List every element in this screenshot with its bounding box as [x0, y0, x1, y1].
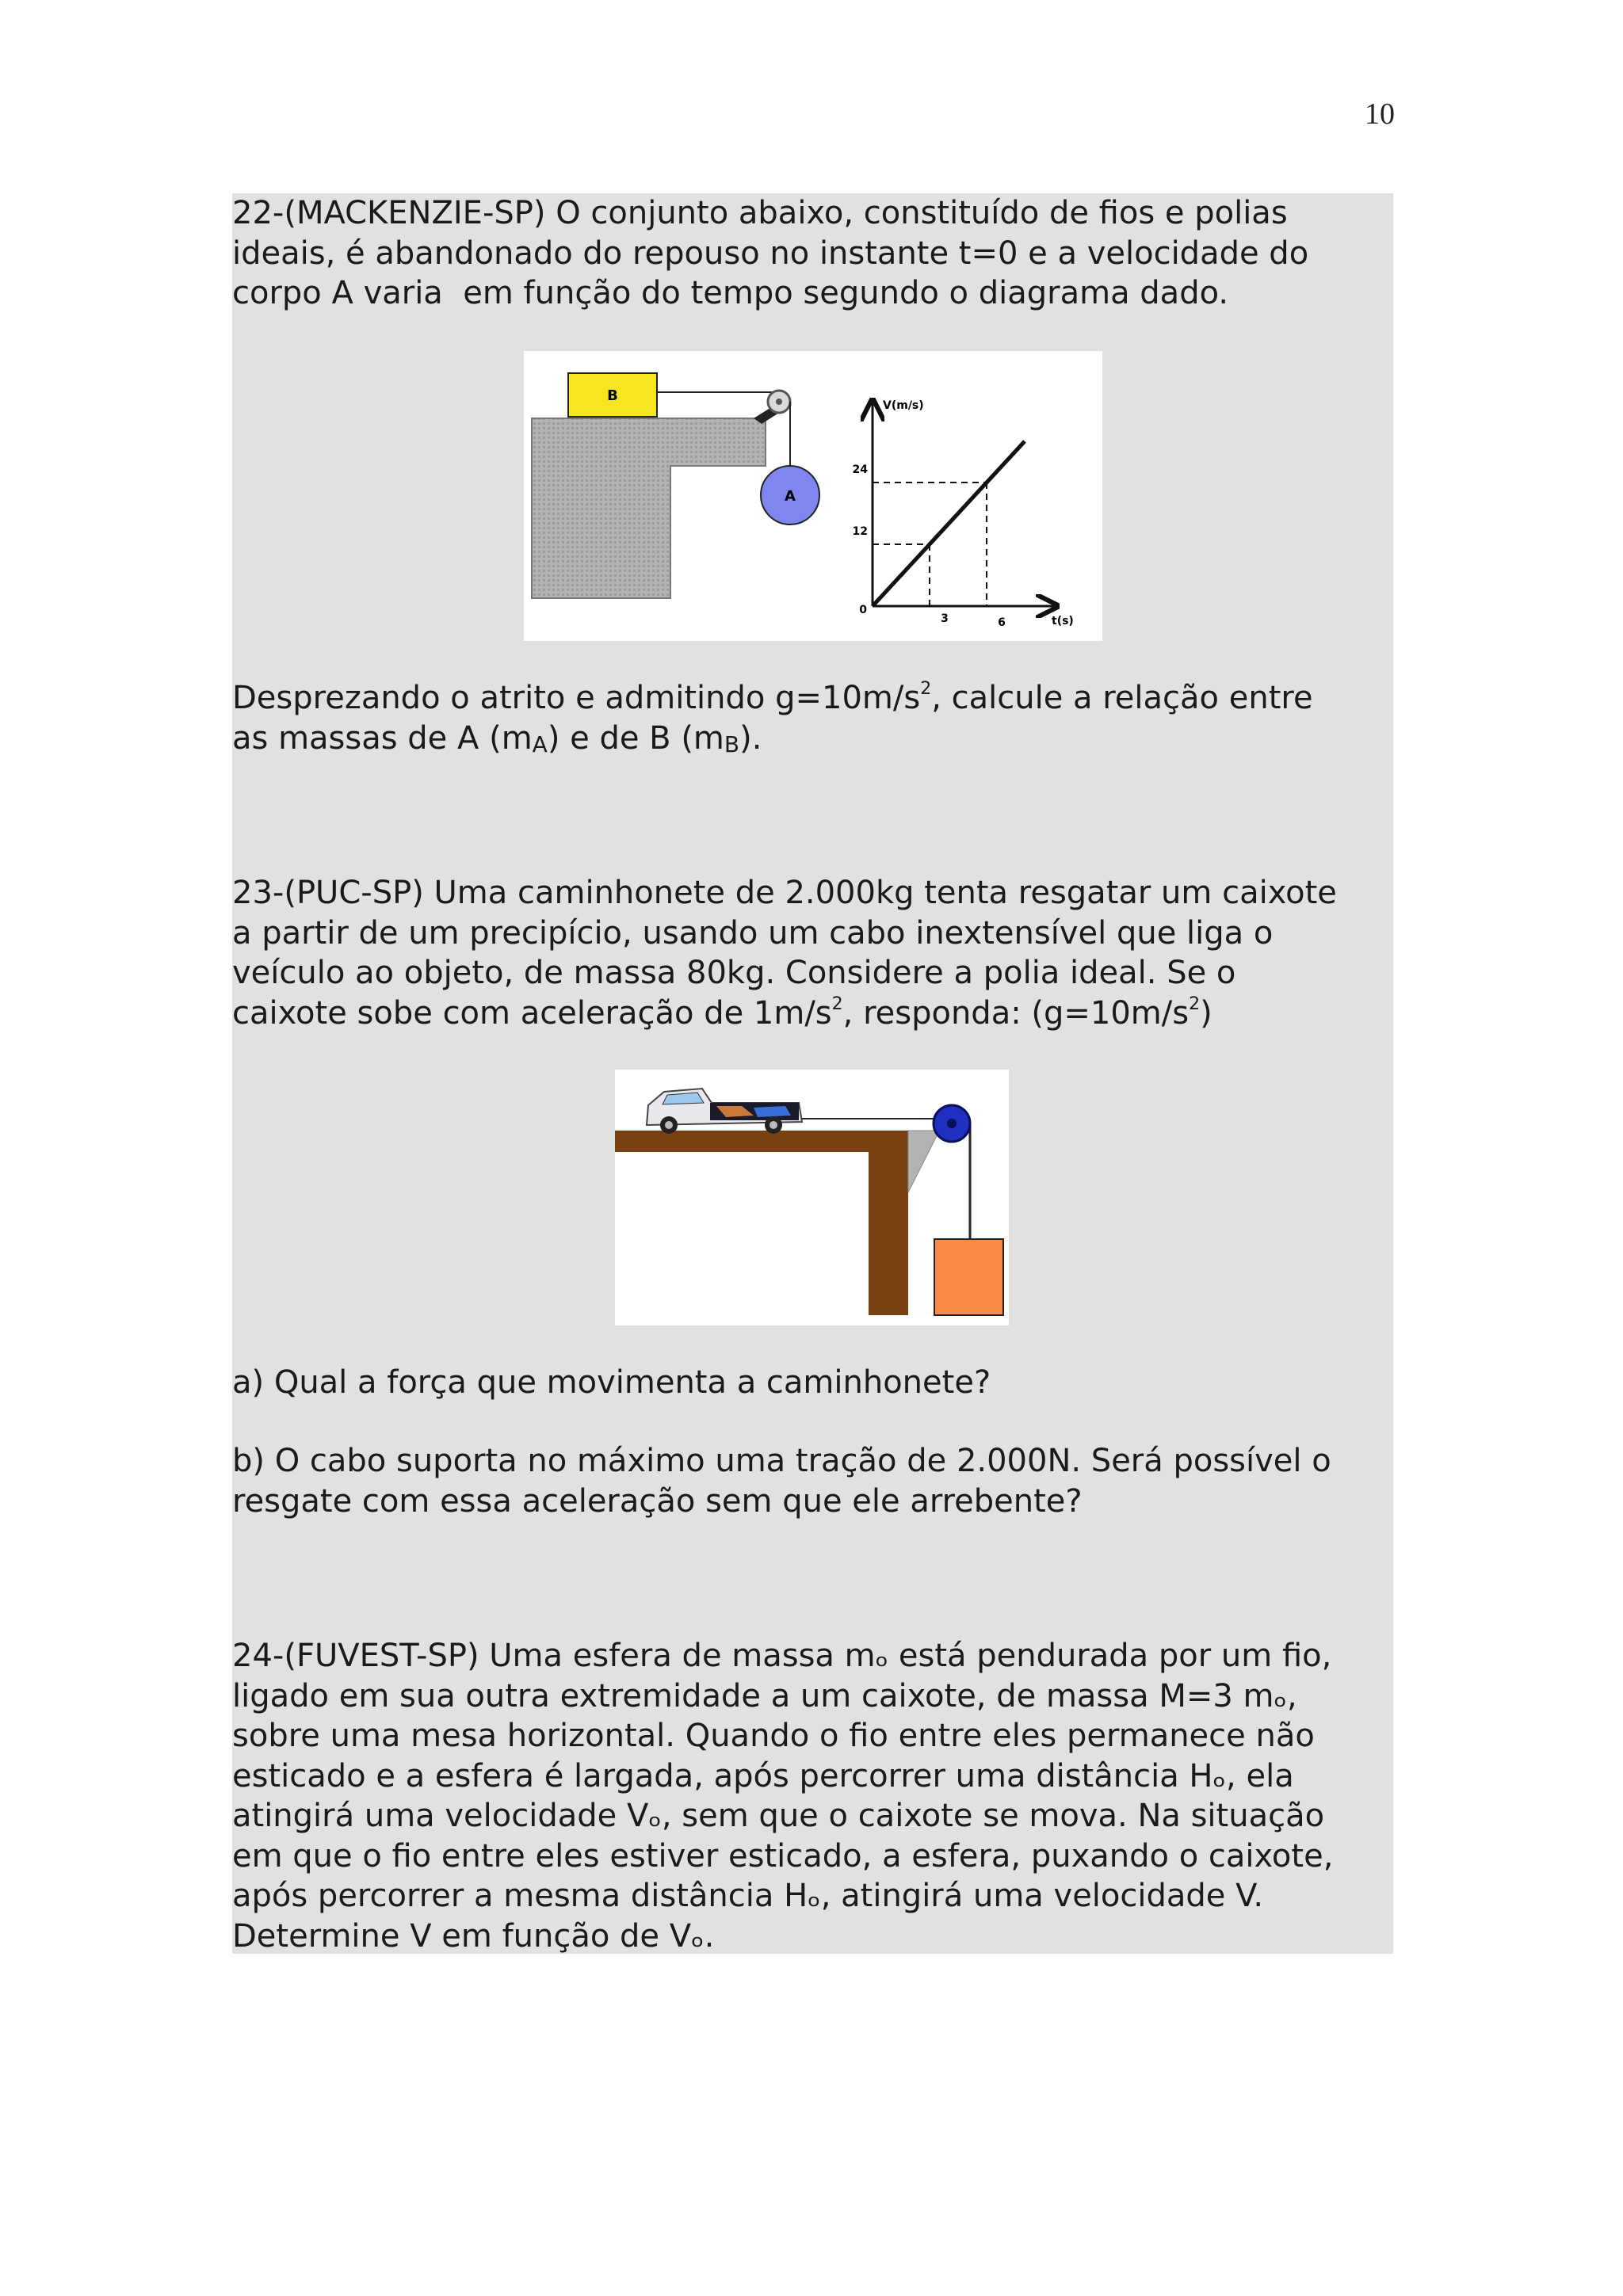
- y-axis-label: V(m/s): [883, 399, 924, 412]
- x-tick-3: 3: [941, 612, 949, 625]
- question-23-item-b: b) O cabo suporta no máximo uma tração de 2.000N. Será possível o resgate com essa aceleração sem que ele arrebente?: [232, 1443, 1331, 1520]
- page-number: 10: [1365, 97, 1395, 131]
- x-axis-label: t(s): [1052, 615, 1074, 627]
- velocity-line: [873, 441, 1025, 606]
- x-tick-6: 6: [998, 616, 1006, 629]
- superscript: 2: [1189, 994, 1201, 1014]
- sphere-a-label: A: [785, 488, 796, 505]
- superscript: 2: [831, 994, 843, 1014]
- q23-line-3: veículo ao objeto, de massa 80kg. Considere a polia ideal. Se o: [232, 955, 1236, 991]
- followup-text-4: ) e de B (m: [547, 719, 724, 757]
- cliff-post: [869, 1131, 908, 1315]
- velocity-time-graph: [853, 399, 1074, 629]
- pickup-truck-icon: [647, 1089, 802, 1134]
- block-b-label: B: [607, 387, 618, 404]
- followup-text-2: , calcule a relação entre: [931, 680, 1313, 716]
- cliff-top-beam: [615, 1131, 908, 1152]
- question-24-text: 24-(FUVEST-SP) Uma esfera de massa mₒ está pendurada por um fio, ligado em sua outra extremidade a um caixote, de massa M=3 mₒ, sobre uma mesa horizontal. Quando o fio entre eles permanece não esticado e a esfera é largada, após percorrer uma distância Hₒ, ela atingirá uma velocidade Vₒ, sem que o caixote se mova. Na situação em que o fio entre eles estiver esticado, a esfera, puxando o caixote, após percorrer a mesma distância Hₒ, atingirá uma velocidade V. Determine V em função de Vₒ.: [232, 1638, 1334, 1955]
- y-tick-24: 24: [852, 463, 868, 476]
- origin-label: 0: [859, 604, 867, 616]
- question-23-text: [232, 873, 1337, 1033]
- crate: [934, 1239, 1003, 1315]
- q23-line-4b: , responda: (g=10m/s: [842, 994, 1190, 1032]
- table-surface: [532, 418, 766, 598]
- q23-line-1: 23-(PUC-SP) Uma caminhonete de 2.000kg tenta resgatar um caixote: [232, 875, 1337, 911]
- question-22-followup: [232, 678, 1313, 758]
- question-22-figure: [524, 351, 1102, 641]
- y-tick-12: 12: [852, 525, 868, 538]
- question-23-item-a: a) Qual a força que movimenta a caminhonete?: [232, 1364, 991, 1401]
- q23-line-2: a partir de um precipício, usando um cabo inextensível que liga o: [232, 914, 1274, 952]
- followup-text-1: Desprezando o atrito e admitindo g=10m/s: [232, 680, 921, 716]
- followup-text-5: ).: [739, 719, 762, 757]
- question-23-figure: [615, 1070, 1009, 1325]
- question-22-text: 22-(MACKENZIE-SP) O conjunto abaixo, constituído de fios e polias ideais, é abandonado do repouso no instante t=0 e a velocidade do corpo A varia em função do tempo segundo o diagrama dado.: [232, 195, 1309, 311]
- followup-text-3: as massas de A (m: [232, 719, 533, 757]
- superscript: 2: [920, 679, 932, 699]
- q23-line-4c: ): [1200, 994, 1212, 1032]
- subscript-b: B: [724, 730, 740, 757]
- subscript-a: A: [532, 730, 548, 757]
- q23-line-4a: caixote sobe com aceleração de 1m/s: [232, 994, 832, 1032]
